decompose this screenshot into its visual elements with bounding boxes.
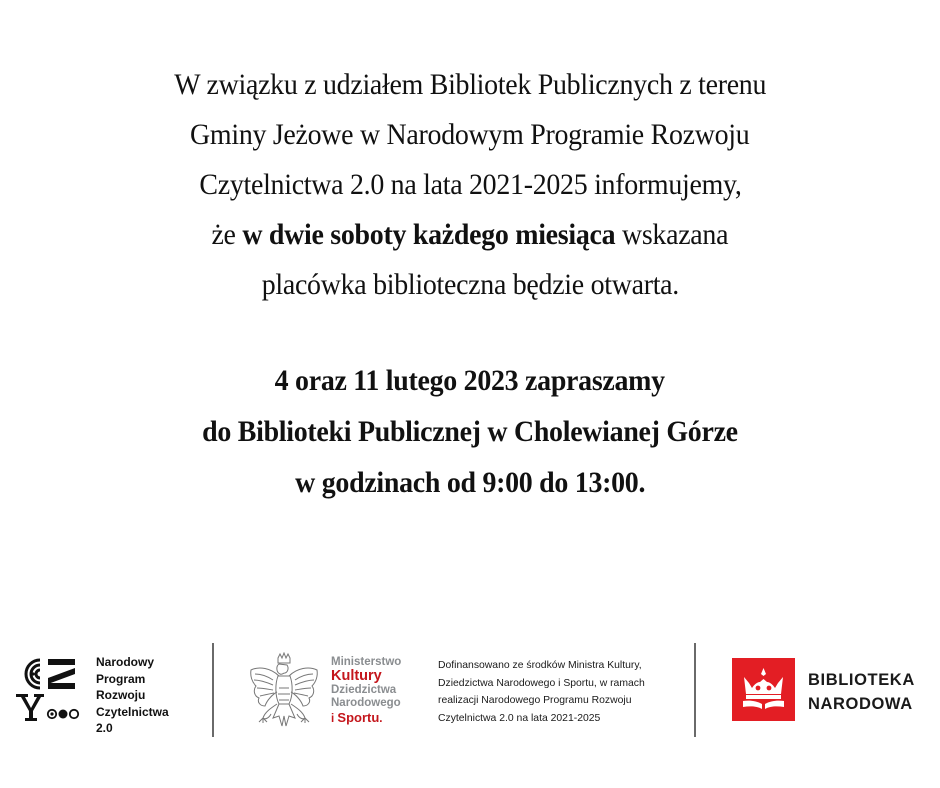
biblioteka-narodowa-name: BIBLIOTEKA NARODOWA: [808, 671, 915, 713]
nprc-name: Narodowy Program Rozwoju Czytelnictwa 2.0: [96, 655, 169, 736]
announcement: [0, 60, 940, 508]
sponsor-footer: [0, 640, 940, 740]
announcement-line: Gminy Jeżowe w Narodowym Programie Rozwoju: [190, 118, 750, 151]
crown-book-icon: [732, 658, 795, 721]
spacer: [0, 310, 940, 355]
event-details: [0, 355, 940, 508]
event-line-hours: w godzinach od 9:00 do 13:00.: [295, 466, 645, 499]
divider: [212, 643, 214, 737]
event-line-location: do Biblioteki Publicznej w Cholewianej Górze: [202, 415, 738, 448]
announcement-line: W związku z udziałem Bibliotek Publicznych z terenu: [174, 68, 766, 101]
announcement-line: placówka biblioteczna będzie otwarta.: [261, 268, 679, 301]
announcement-prefix: że: [211, 218, 243, 251]
polish-eagle-icon: [245, 652, 323, 734]
announcement-emphasis: w dwie soboty każdego miesiąca: [242, 218, 616, 251]
announcement-line: Czytelnictwa 2.0 na lata 2021-2025 informujemy,: [198, 168, 742, 201]
biblioteka-narodowa-logo: [732, 658, 795, 721]
event-line-dates: 4 oraz 11 lutego 2023 zapraszamy: [274, 364, 666, 397]
ministry-name: Ministerstwo Kultury Dziedzictwa Narodowego i Sportu.: [331, 656, 402, 725]
announcement-line: [0, 210, 940, 260]
announcement-suffix: wskazana: [615, 218, 729, 251]
funding-notice: Dofinansowano ze środków Ministra Kultury, Dziedzictwa Narodowego i Sportu, w ramach realizacji Narodowego Programu Rozwoju Czytelnictwa 2.0 na lata 2021-2025: [438, 660, 645, 724]
divider: [694, 643, 696, 737]
nprc-logo-icon: [14, 656, 80, 722]
